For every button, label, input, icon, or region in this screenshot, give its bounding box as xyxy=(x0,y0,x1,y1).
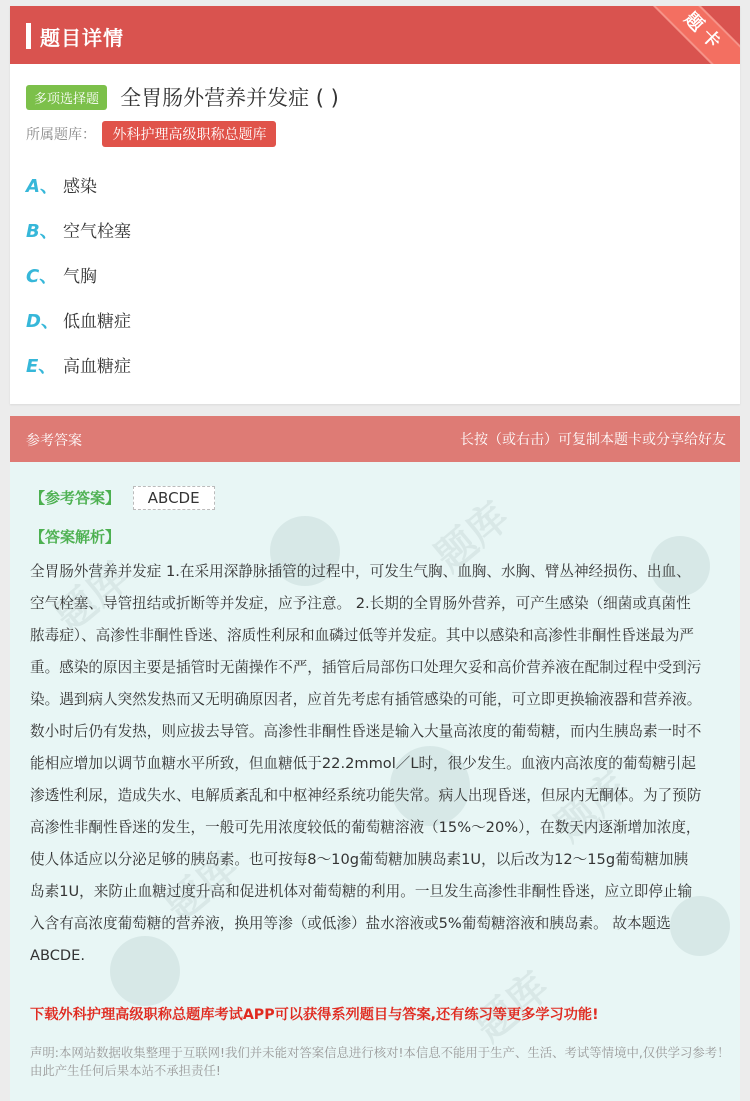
bank-tag-link[interactable]: 外科护理高级职称总题库 xyxy=(102,121,276,147)
option-letter: B、 xyxy=(26,221,58,242)
option-a[interactable] xyxy=(26,172,131,217)
explanation-label: 【答案解析】 xyxy=(30,528,121,546)
header-accent xyxy=(26,23,31,49)
question-type-badge: 多项选择题 xyxy=(26,85,107,110)
option-text: 气胸 xyxy=(63,267,97,287)
option-letter: C、 xyxy=(26,266,58,287)
page-title: 题目详情 xyxy=(40,26,124,50)
watermark-text: 题库 xyxy=(426,493,518,581)
option-text: 空气栓塞 xyxy=(63,222,131,242)
download-app-link[interactable]: 下载外科护理高级职称总题库考试APP可以获得系列题目与答案,还有练习等更多学习功能! xyxy=(30,1007,599,1023)
question-line xyxy=(26,82,339,110)
reference-answer-value: ABCDE xyxy=(133,486,215,510)
watermark-text: 题库 xyxy=(546,763,638,851)
option-d[interactable] xyxy=(26,307,131,352)
option-c[interactable] xyxy=(26,262,131,307)
share-hint: 长按（或右击）可复制本题卡或分享给好友 xyxy=(460,432,726,448)
explanation-text: 全胃肠外营养并发症 1.在采用深静脉插管的过程中，可发生气胸、血胸、水胸、臂丛神经损伤、出血、空气栓塞、导管扭结或折断等并发症，应予注意。 2.长期的全胃肠外营养，可产生感染（细菌或真菌性脓毒症）、高渗性非酮性昏迷、溶质性利尿和血磷过低等并发症。其中以感染和高渗性非酮性昏迷最为严重。感染的原因主要是插管时无菌操作不严，插管后局部伤口处理欠妥和高价营养液在配制过程中受到污染。遇到病人突然发热而又无明确原因者，应首先考虑有插管感染的可能，可立即更换输液器和营养液。数小时后仍有发热，则应拔去导管。高渗性非酮性昏迷是输入大量高浓度的葡萄糖，而内生胰岛素一时不能相应增加以调节血糖水平所致，但血糖低于22.2mmol／L时，很少发生。血液内高浓度的葡萄糖引起渗透性利尿，造成失水、电解质紊乱和中枢神经系统功能失常。病人出现昏迷，但尿内无酮体。为了预防高渗性非酮性昏迷的发生，一般可先用浓度较低的葡萄糖溶液（15%～20%），在数天内逐渐增加浓度，使人体适应以分泌足够的胰岛素。也可按每8～10g葡萄糖加胰岛素1U，以后改为12～15g葡萄糖加胰岛素1U，来防止血糖过度升高和促进机体对葡萄糖的利用。一旦发生高渗性非酮性昏迷，应立即停止输入含有高浓度葡萄糖的营养液，换用等渗（或低渗）盐水溶液或5%葡萄糖溶液和胰岛素。 故本题选ABCDE. xyxy=(30,563,702,964)
option-e[interactable] xyxy=(26,352,131,397)
question-title: 全胃肠外营养并发症 ( ) xyxy=(120,86,339,110)
question-card xyxy=(10,6,740,404)
answer-card xyxy=(10,416,740,1101)
watermark-text: 题库 xyxy=(466,963,558,1051)
header-bar xyxy=(10,6,740,64)
option-text: 高血糖症 xyxy=(63,357,131,377)
answer-header xyxy=(10,416,740,462)
watermark-text: 题库 xyxy=(156,843,248,931)
watermark-text: 题库 xyxy=(46,553,138,641)
corner-ribbon: 题卡 xyxy=(635,6,740,64)
option-text: 低血糖症 xyxy=(63,312,131,332)
answer-header-title: 参考答案 xyxy=(26,433,82,449)
options-list xyxy=(26,172,131,397)
option-letter: A、 xyxy=(26,176,58,197)
disclaimer: 声明:本网站数据收集整理于互联网!我们并未能对答案信息进行核对!本信息不能用于生产、生活、考试等情境中,仅供学习参考！由此产生任何后果本站不承担责任! xyxy=(30,1045,730,1078)
bank-label: 所属题库： xyxy=(26,127,96,143)
option-letter: D、 xyxy=(26,311,59,332)
question-bank-line xyxy=(26,121,276,147)
option-text: 感染 xyxy=(63,177,97,197)
option-letter: E、 xyxy=(26,356,57,377)
reference-answer xyxy=(30,486,215,510)
option-b[interactable] xyxy=(26,217,131,262)
reference-answer-label: 【参考答案】 xyxy=(30,489,121,507)
